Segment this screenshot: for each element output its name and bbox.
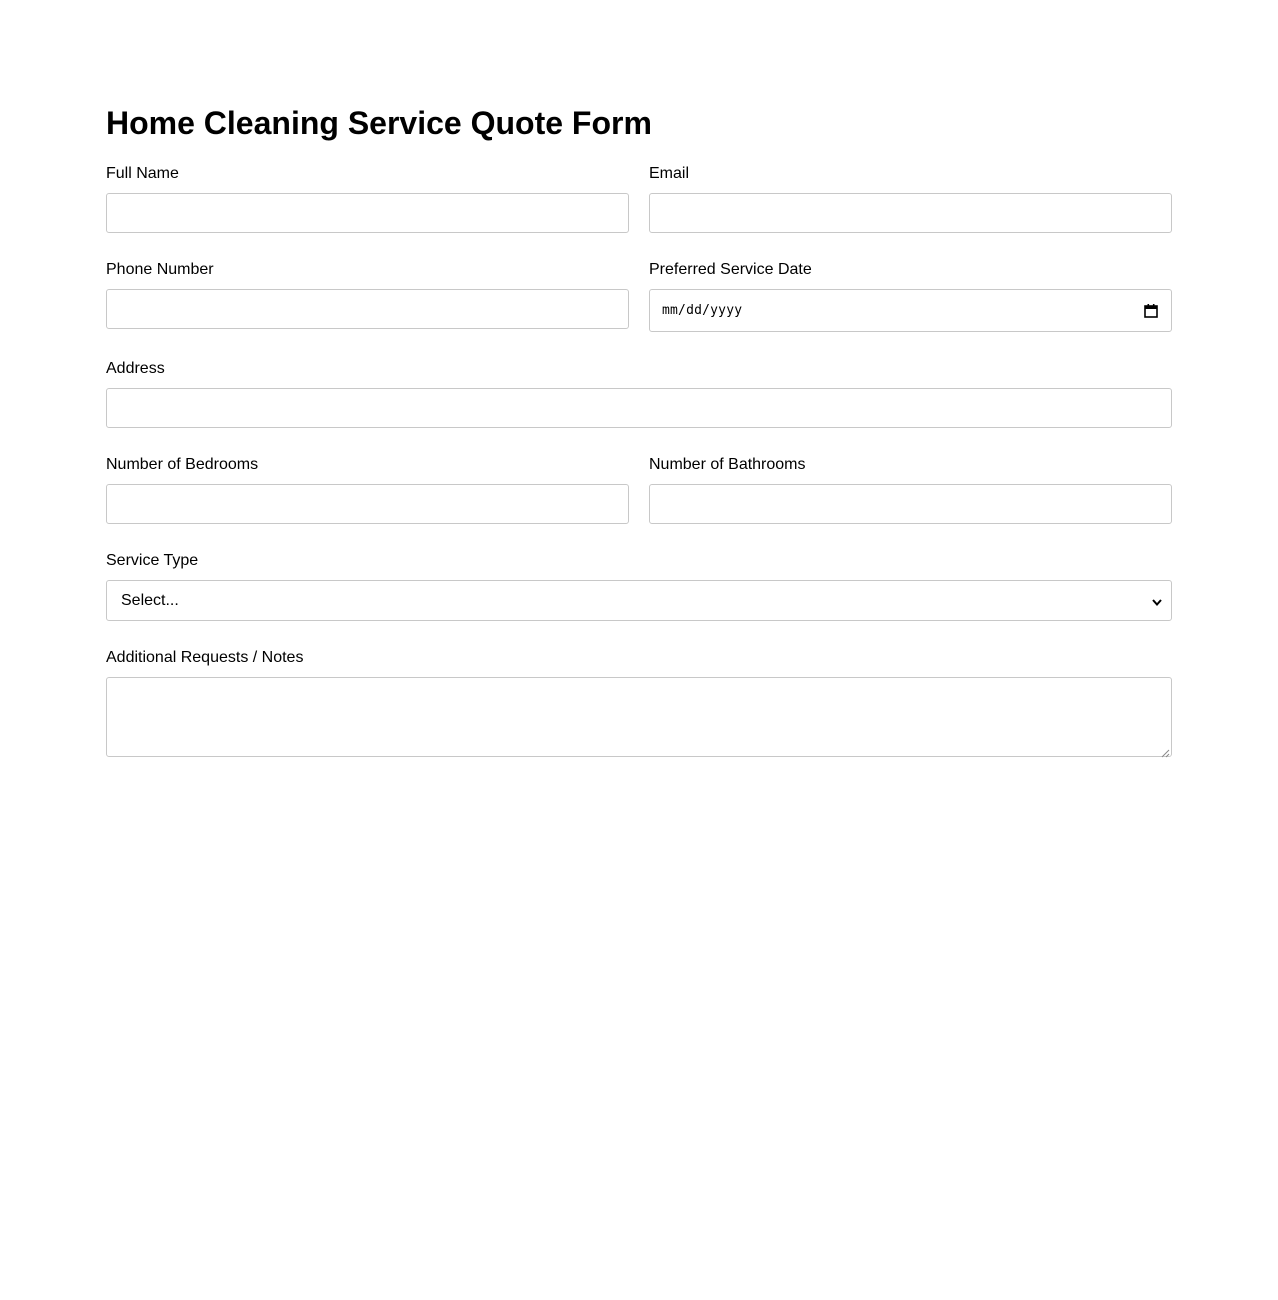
notes-textarea[interactable] [106,677,1172,757]
service-date-placeholder: mm/dd/yyyy [662,303,743,318]
resize-handle-icon[interactable] [1160,745,1170,755]
service-type-select[interactable] [106,580,1172,621]
row-rooms [106,456,1172,524]
service-date-input[interactable] [649,289,1172,332]
full-name-label: Full Name [106,165,179,182]
bathrooms-input[interactable] [649,484,1172,524]
phone-input[interactable] [106,289,629,329]
email-group [649,165,1172,233]
service-type-group [106,552,1172,621]
row-address [106,360,1172,428]
bathrooms-group [649,456,1172,524]
notes-group [106,649,1172,757]
row-name-email [106,165,1172,233]
address-label: Address [106,360,165,377]
row-phone-date [106,261,1172,332]
address-input[interactable] [106,388,1172,428]
bedrooms-group [106,456,629,524]
notes-label: Additional Requests / Notes [106,649,304,666]
quote-form [106,100,1172,757]
bathrooms-label: Number of Bathrooms [649,456,806,473]
row-notes [106,649,1172,757]
page-title: Home Cleaning Service Quote Form [106,105,652,141]
full-name-input[interactable] [106,193,629,233]
service-type-selected: Select... [121,591,179,609]
email-label: Email [649,165,690,182]
address-group [106,360,1172,428]
bedrooms-label: Number of Bedrooms [106,456,259,473]
phone-label: Phone Number [106,261,214,278]
bedrooms-input[interactable] [106,484,629,524]
calendar-icon[interactable] [1143,303,1159,319]
service-date-label: Preferred Service Date [649,261,812,278]
service-type-label: Service Type [106,552,199,569]
row-service-type [106,552,1172,621]
phone-group [106,261,629,332]
chevron-down-icon [1151,595,1163,607]
service-date-group [649,261,1172,332]
email-input[interactable] [649,193,1172,233]
full-name-group [106,165,629,233]
